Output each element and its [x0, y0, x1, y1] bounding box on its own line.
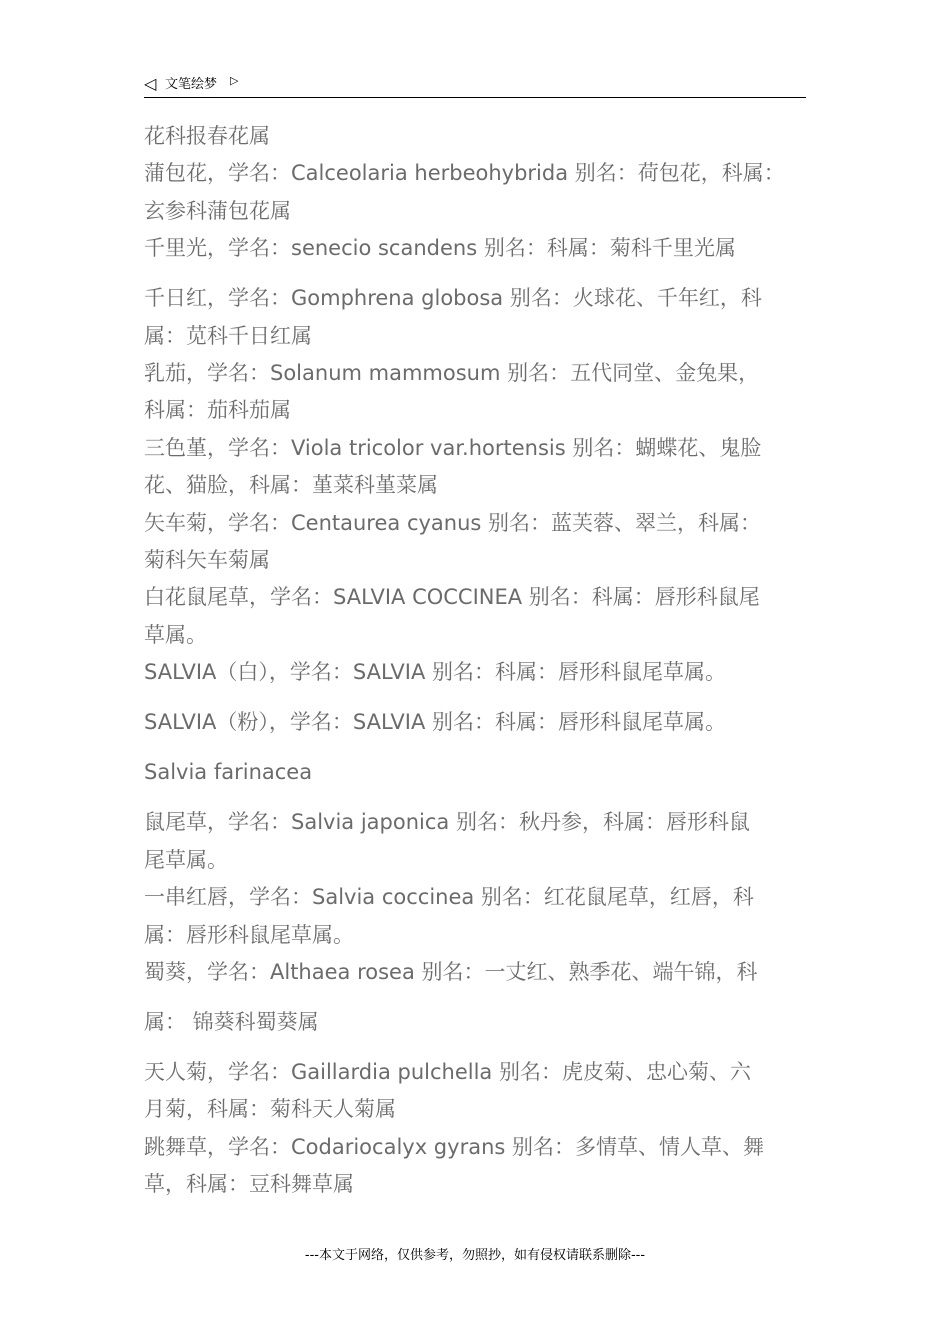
header-title: 文笔绘梦 [165, 77, 218, 92]
text-line: 玄参科蒲包花属 [144, 198, 291, 223]
text-line: 属：苋科千日红属 [144, 323, 312, 348]
text-line: 一串红唇，学名：Salvia coccinea 别名：红花鼠尾草，红唇，科 [144, 885, 754, 910]
page-footer: ---本文于网络，仅供参考，勿照抄，如有侵权请联系删除--- [304, 1248, 646, 1263]
text-line: SALVIA（白），学名：SALVIA 别名：科属：唇形科鼠尾草属。 [144, 660, 726, 685]
text-line: 尾草属。 [144, 847, 228, 872]
left-triangle-icon: ◁ [144, 74, 157, 93]
text-line: 菊科矢车菊属 [144, 548, 270, 573]
paragraph-spacer [144, 742, 814, 755]
text-line: 属： 锦葵科蜀葵属 [144, 1009, 319, 1034]
text-line: 矢车菊，学名：Centaurea cyanus 别名：蓝芙蓉、翠兰，科属： [144, 510, 762, 535]
page-header [144, 72, 806, 98]
text-line: 三色堇，学名：Viola tricolor var.hortensis 别名：蝴蝶花、鬼脸 [144, 435, 762, 460]
text-line: 花科报春花属 [144, 124, 270, 148]
text-line: 草属。 [144, 622, 207, 647]
paragraph-spacer [144, 991, 814, 1004]
text-line: 科属：茄科茄属 [144, 398, 291, 423]
text-line: 千日红，学名：Gomphrena globosa 别名：火球花、千年红，科 [144, 286, 762, 311]
text-line: SALVIA（粉），学名：SALVIA 别名：科属：唇形科鼠尾草属。 [144, 710, 726, 735]
text-line: 草，科属：豆科舞草属 [144, 1172, 354, 1197]
text-line: 白花鼠尾草，学名：SALVIA COCCINEA 别名：科属：唇形科鼠尾 [144, 585, 760, 610]
text-line: 乳茄，学名：Solanum mammosum 别名：五代同堂、金兔果， [144, 361, 760, 386]
paragraph-spacer [144, 268, 814, 281]
text-line: 属：唇形科鼠尾草属。 [144, 922, 354, 947]
text-line: 跳舞草，学名：Codariocalyx gyrans 别名：多情草、情人草、舞 [144, 1134, 764, 1159]
text-line: 千里光，学名：senecio scandens 别名：科属：菊科千里光属 [144, 236, 736, 261]
text-line: 花、猫脸，科属：堇菜科堇菜属 [144, 473, 438, 498]
text-line: 鼠尾草，学名：Salvia japonica 别名：秋丹参，科属：唇形科鼠 [144, 810, 750, 835]
paragraph-spacer [144, 792, 814, 805]
text-line: Salvia farinacea [144, 760, 313, 785]
text-line: 蜀葵，学名：Althaea rosea 别名：一丈红、熟季花、端午锦，科 [144, 959, 758, 984]
text-line: 月菊，科属：菊科天人菊属 [144, 1097, 396, 1122]
right-triangle-icon: ▷ [230, 74, 239, 87]
paragraph-spacer [144, 1041, 814, 1054]
text-line: 蒲包花，学名：Calceolaria herbeohybrida 别名：荷包花，科属： [144, 161, 785, 186]
document-body [144, 118, 814, 1204]
text-line: 天人菊，学名：Gaillardia pulchella 别名：虎皮菊、忠心菊、六 [144, 1059, 751, 1084]
paragraph-spacer [144, 692, 814, 705]
